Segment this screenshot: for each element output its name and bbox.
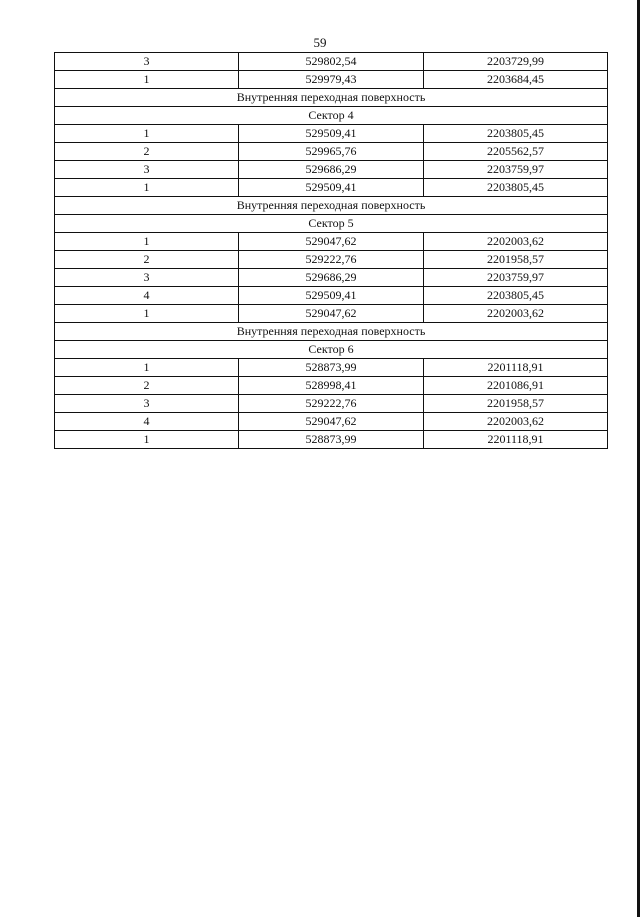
point-number-cell: 4 xyxy=(55,413,239,431)
x-coordinate-cell: 529965,76 xyxy=(239,143,424,161)
table-row xyxy=(55,377,608,395)
table-row xyxy=(55,161,608,179)
table-row xyxy=(55,125,608,143)
point-number-cell: 1 xyxy=(55,431,239,449)
point-number-cell: 1 xyxy=(55,125,239,143)
y-coordinate-cell: 2201118,91 xyxy=(424,359,608,377)
y-coordinate-cell: 2203805,45 xyxy=(424,125,608,143)
point-number-cell: 2 xyxy=(55,143,239,161)
section-header-cell: Внутренняя переходная поверхность xyxy=(55,197,608,215)
point-number-cell: 3 xyxy=(55,53,239,71)
x-coordinate-cell: 529222,76 xyxy=(239,395,424,413)
point-number-cell: 4 xyxy=(55,287,239,305)
y-coordinate-cell: 2202003,62 xyxy=(424,305,608,323)
point-number-cell: 3 xyxy=(55,161,239,179)
coordinates-table xyxy=(54,52,608,449)
table-row xyxy=(55,395,608,413)
section-header-cell: Внутренняя переходная поверхность xyxy=(55,323,608,341)
x-coordinate-cell: 529686,29 xyxy=(239,269,424,287)
x-coordinate-cell: 529802,54 xyxy=(239,53,424,71)
table-row xyxy=(55,143,608,161)
x-coordinate-cell: 528873,99 xyxy=(239,359,424,377)
y-coordinate-cell: 2201958,57 xyxy=(424,251,608,269)
x-coordinate-cell: 528998,41 xyxy=(239,377,424,395)
section-header-cell: Внутренняя переходная поверхность xyxy=(55,89,608,107)
x-coordinate-cell: 529979,43 xyxy=(239,71,424,89)
table-row xyxy=(55,305,608,323)
x-coordinate-cell: 529686,29 xyxy=(239,161,424,179)
x-coordinate-cell: 529509,41 xyxy=(239,125,424,143)
point-number-cell: 3 xyxy=(55,269,239,287)
y-coordinate-cell: 2201958,57 xyxy=(424,395,608,413)
x-coordinate-cell: 529047,62 xyxy=(239,233,424,251)
section-header-cell: Сектор 4 xyxy=(55,107,608,125)
y-coordinate-cell: 2202003,62 xyxy=(424,413,608,431)
table-row xyxy=(55,269,608,287)
table-row xyxy=(55,233,608,251)
y-coordinate-cell: 2205562,57 xyxy=(424,143,608,161)
y-coordinate-cell: 2202003,62 xyxy=(424,233,608,251)
x-coordinate-cell: 529047,62 xyxy=(239,413,424,431)
point-number-cell: 2 xyxy=(55,377,239,395)
point-number-cell: 2 xyxy=(55,251,239,269)
point-number-cell: 1 xyxy=(55,179,239,197)
section-header-row xyxy=(55,197,608,215)
table-row xyxy=(55,359,608,377)
y-coordinate-cell: 2203805,45 xyxy=(424,287,608,305)
table-row xyxy=(55,413,608,431)
table-row xyxy=(55,431,608,449)
x-coordinate-cell: 528873,99 xyxy=(239,431,424,449)
table-row xyxy=(55,53,608,71)
section-header-cell: Сектор 6 xyxy=(55,341,608,359)
section-header-cell: Сектор 5 xyxy=(55,215,608,233)
section-header-row xyxy=(55,107,608,125)
x-coordinate-cell: 529222,76 xyxy=(239,251,424,269)
y-coordinate-cell: 2203729,99 xyxy=(424,53,608,71)
section-header-row xyxy=(55,89,608,107)
y-coordinate-cell: 2203759,97 xyxy=(424,269,608,287)
y-coordinate-cell: 2203759,97 xyxy=(424,161,608,179)
x-coordinate-cell: 529509,41 xyxy=(239,287,424,305)
section-header-row xyxy=(55,341,608,359)
section-header-row xyxy=(55,215,608,233)
table-row xyxy=(55,251,608,269)
x-coordinate-cell: 529047,62 xyxy=(239,305,424,323)
coordinates-table-body xyxy=(55,53,608,449)
table-row xyxy=(55,179,608,197)
y-coordinate-cell: 2203805,45 xyxy=(424,179,608,197)
point-number-cell: 3 xyxy=(55,395,239,413)
y-coordinate-cell: 2203684,45 xyxy=(424,71,608,89)
table-row xyxy=(55,287,608,305)
x-coordinate-cell: 529509,41 xyxy=(239,179,424,197)
section-header-row xyxy=(55,323,608,341)
point-number-cell: 1 xyxy=(55,233,239,251)
table-row xyxy=(55,71,608,89)
point-number-cell: 1 xyxy=(55,305,239,323)
page-number: 59 xyxy=(313,35,327,50)
point-number-cell: 1 xyxy=(55,359,239,377)
y-coordinate-cell: 2201086,91 xyxy=(424,377,608,395)
point-number-cell: 1 xyxy=(55,71,239,89)
y-coordinate-cell: 2201118,91 xyxy=(424,431,608,449)
